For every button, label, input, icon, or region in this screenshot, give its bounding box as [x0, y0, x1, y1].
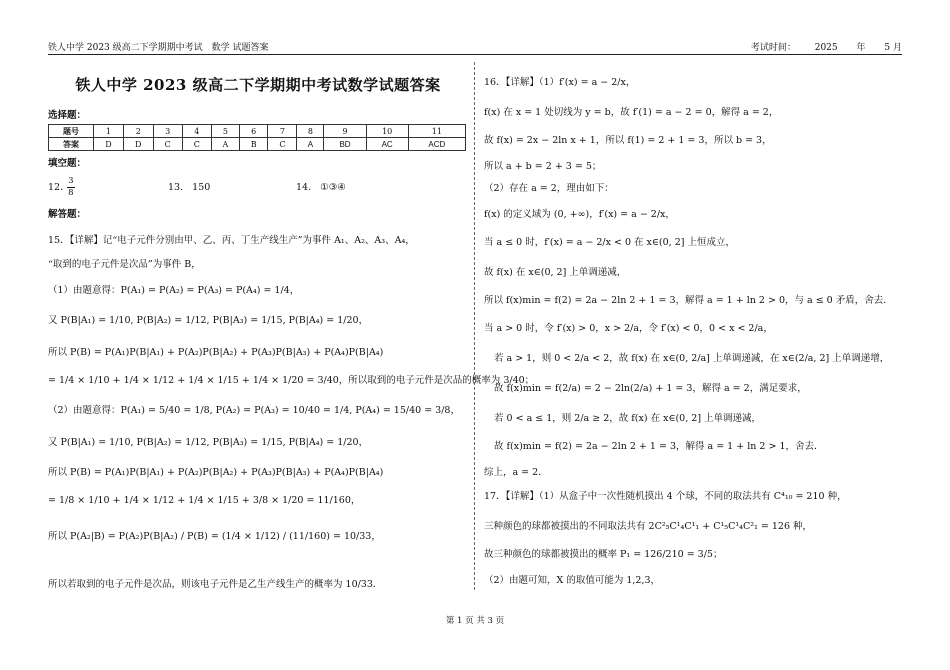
q-answer: B — [239, 138, 267, 151]
q-answer: AC — [366, 138, 408, 151]
q-number: 5 — [211, 125, 239, 138]
q-number: 10 — [366, 125, 408, 138]
q-number: 8 — [297, 125, 324, 138]
solution-line: 故 f(x)min = f(2) = 2a − 2ln 2 + 1 = 3，解得 a = 1 + ln 2 > 1，舍去． — [494, 441, 824, 452]
solution-line: 故三种颜色的球都被摸出的概率 P₁ = 126/210 = 3/5； — [484, 549, 723, 560]
q12-fraction — [67, 177, 74, 197]
exam-time-label: 考试时间： — [750, 43, 796, 53]
solution-line: 若 0 < a ≤ 1，则 2/a ≥ 2，故 f(x) 在 x∈(0, 2] 上单调递减， — [494, 413, 762, 424]
solution-line: 三种颜色的球都被摸出的不同取法共有 2C²₅C¹₄C¹₁ + C¹₅C¹₄C²₁ = 126 种， — [484, 521, 813, 532]
solution-line: 15．【详解】记“电子元件分别由甲、乙、丙、丁生产线生产”为事件 A₁、A₂、A₃、A₄， — [48, 235, 415, 246]
row-label-number: 题号 — [49, 125, 94, 138]
header-left: 铁人中学 2023 级高二下学期期中考试 数学 试题答案 — [48, 43, 269, 53]
right-column — [484, 68, 904, 598]
page-footer: 第 1 页 共 3 页 — [445, 616, 505, 626]
solution-line: 所以 a + b = 2 + 3 = 5； — [484, 161, 602, 172]
fill-heading: 填空题： — [48, 158, 87, 169]
solution-line: 当 a ≤ 0 时，f′(x) = a − 2/x < 0 在 x∈(0, 2] 上恒成立， — [484, 237, 735, 248]
header-right — [735, 40, 902, 53]
q-answer: C — [153, 138, 182, 151]
exam-year: 2025 — [814, 43, 838, 53]
solution-line: 故 f(x) = 2x − 2ln x + 1，所以 f(1) = 2 + 1 = 3，所以 b = 3， — [484, 135, 772, 146]
q-number: 3 — [153, 125, 182, 138]
solution-line: 故 f(x)min = f(2/a) = 2 − 2ln(2/a) + 1 = 3，解得 a = 2，满足要求， — [494, 383, 807, 394]
solution-line: = 1/8 × 1/10 + 1/4 × 1/12 + 1/4 × 1/15 + 3/8 × 1/20 = 11/160， — [48, 495, 361, 506]
solution-line: “取到的电子元件是次品”为事件 B， — [48, 259, 201, 270]
table-row-numbers — [49, 125, 466, 138]
q-answer: A — [297, 138, 324, 151]
q-answer: D — [94, 138, 124, 151]
q-number: 9 — [324, 125, 366, 138]
solution-line: 故 f(x) 在 x∈(0, 2] 上单调递减， — [484, 267, 627, 278]
q-answer: BD — [324, 138, 366, 151]
q13-label: 13. — [168, 181, 184, 193]
solution-line: 若 a > 1，则 0 < 2/a < 2，故 f(x) 在 x∈(0, 2/a] 上单调递减，在 x∈(2/a, 2] 上单调递增， — [494, 353, 890, 364]
solution-line: 所以 P(A₂|B) = P(A₂)P(B|A₂) / P(B) = (1/4 × 1/12) / (11/160) = 10/33， — [48, 531, 381, 542]
q-number: 6 — [239, 125, 267, 138]
column-divider — [474, 62, 475, 590]
solution-line: （2）由题可知，X 的取值可能为 1,2,3， — [484, 575, 661, 586]
fill-item-13 — [168, 182, 296, 193]
row-label-answer: 答案 — [49, 138, 94, 151]
q-number: 4 — [182, 125, 211, 138]
answer-table — [48, 124, 466, 151]
page-title: 铁人中学 2023 级高二下学期期中考试数学试题答案 — [75, 76, 441, 94]
q12-label: 12. — [48, 181, 64, 193]
q-number: 2 — [123, 125, 153, 138]
table-row-answers — [49, 138, 466, 151]
solution-line: f(x) 在 x = 1 处切线为 y = b，故 f′(1) = a − 2 = 0，解得 a = 2， — [484, 107, 779, 118]
solution-line: 所以 f(x)min = f(2) = 2a − 2ln 2 + 1 = 3，解得 a = 1 + ln 2 > 0，与 a ≤ 0 矛盾，舍去． — [484, 295, 893, 306]
solution-line: 所以 P(B) = P(A₁)P(B|A₁) + P(A₂)P(B|A₂) + P(A₃)P(B|A₃) + P(A₄)P(B|A₄) — [48, 467, 384, 478]
solution-line: 16．【详解】（1）f′(x) = a − 2/x， — [484, 77, 636, 88]
q-answer: ACD — [408, 138, 465, 151]
solution-line: = 1/4 × 1/10 + 1/4 × 1/12 + 1/4 × 1/15 + 1/4 × 1/20 = 3/40，所以取到的电子元件是次品的概率为 3/40； — [48, 375, 535, 386]
solution-line: 又 P(B|A₁) = 1/10, P(B|A₂) = 1/12, P(B|A₃) = 1/15, P(B|A₄) = 1/20， — [48, 315, 369, 326]
q14-label: 14. — [296, 181, 312, 193]
solution-line: 综上，a = 2． — [484, 467, 548, 478]
q12-numerator: 3 — [68, 176, 74, 186]
q-answer: A — [211, 138, 239, 151]
solution-line: （2）存在 a = 2，理由如下： — [484, 183, 614, 194]
q-number: 1 — [94, 125, 124, 138]
q14-answer: ①③④ — [320, 181, 346, 193]
q-answer: D — [123, 138, 153, 151]
fill-item-12 — [48, 177, 168, 197]
solution-line: 又 P(B|A₁) = 1/10, P(B|A₂) = 1/12, P(B|A₃) = 1/15, P(B|A₄) = 1/20， — [48, 437, 369, 448]
fill-answers — [48, 172, 468, 202]
exam-year-unit: 年 — [856, 43, 866, 53]
choice-heading: 选择题： — [48, 110, 87, 121]
q-number: 7 — [268, 125, 297, 138]
solution-line: 17．【详解】（1）从盒子中一次性随机摸出 4 个球，不同的取法共有 C⁴₁₀ = 210 种， — [484, 491, 847, 502]
solution-line: 所以 P(B) = P(A₁)P(B|A₁) + P(A₂)P(B|A₂) + P(A₃)P(B|A₃) + P(A₄)P(B|A₄) — [48, 347, 384, 358]
solution-line: 所以若取到的电子元件是次品，则该电子元件是乙生产线生产的概率为 10/33． — [48, 579, 383, 590]
q13-answer: 150 — [192, 181, 211, 193]
q-answer: C — [268, 138, 297, 151]
solve-heading: 解答题： — [48, 209, 87, 220]
solution-line: （1）由题意得：P(A₁) = P(A₂) = P(A₃) = P(A₄) = 1/4， — [48, 285, 300, 296]
fill-item-14 — [296, 182, 346, 193]
solution-line: （2）由题意得：P(A₁) = 5/40 = 1/8, P(A₂) = P(A₃) = 10/40 = 1/4, P(A₄) = 15/40 = 3/8， — [48, 405, 460, 416]
solution-line: 当 a > 0 时，令 f′(x) > 0，x > 2/a，令 f′(x) < 0，0 < x < 2/a， — [484, 323, 773, 334]
q12-denominator: 8 — [68, 187, 74, 198]
q-number: 11 — [408, 125, 465, 138]
solution-line: f(x) 的定义域为 (0, +∞)，f′(x) = a − 2/x， — [484, 209, 675, 220]
exam-month: 5 月 — [884, 43, 902, 53]
page-header — [48, 40, 902, 55]
q-answer: C — [182, 138, 211, 151]
